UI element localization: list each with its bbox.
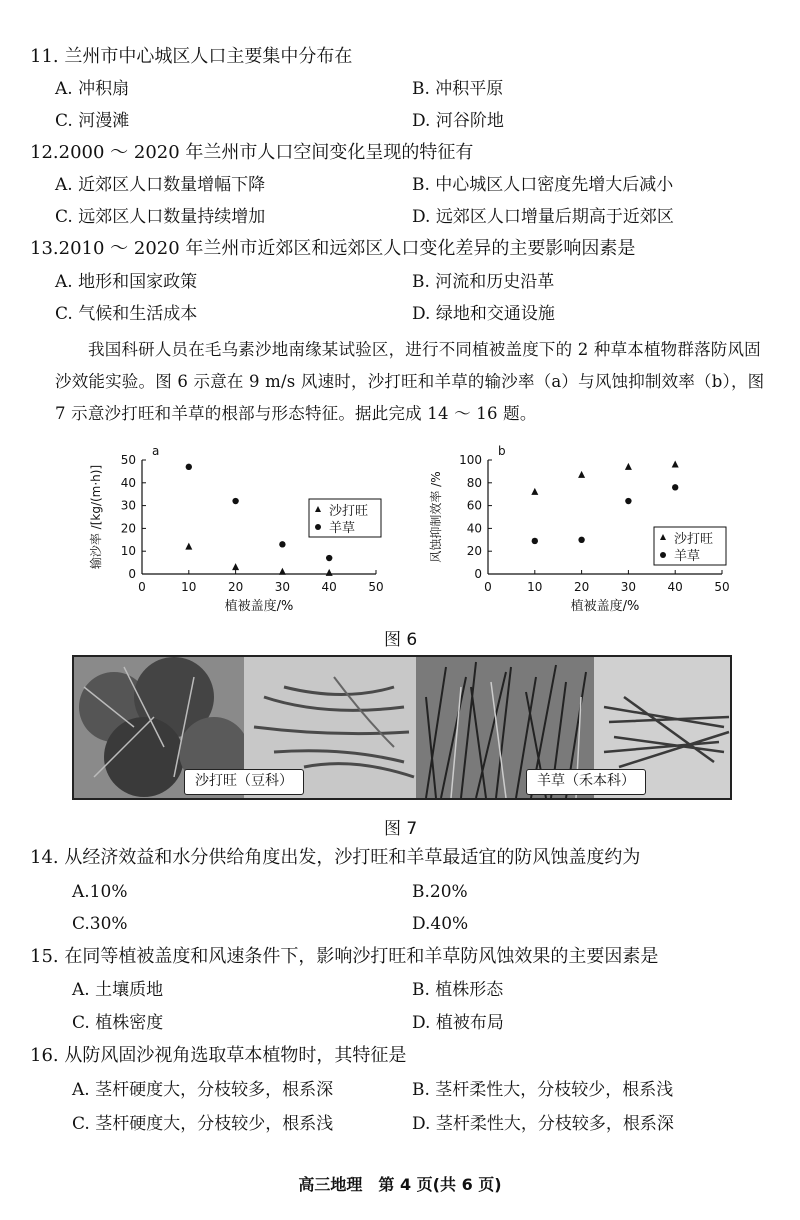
x-tick-label: 0: [138, 580, 146, 594]
question-13-stem: 13.2010 ～ 2020 年兰州市近郊区和远郊区人口变化差异的主要影响因素是: [30, 238, 636, 259]
q12-option-d: D. 远郊区人口增量后期高于近郊区: [412, 207, 674, 227]
figure-7-caption: 图 7: [384, 819, 418, 839]
page-footer: 高三地理 第 4 页(共 6 页): [298, 1175, 502, 1194]
y-axis-label: 输沙率 /[kg/(m·h)]: [89, 464, 103, 570]
sadawang-point: [531, 488, 538, 495]
q12-option-a: A. 近郊区人口数量增幅下降: [55, 175, 266, 195]
x-tick-label: 30: [620, 580, 637, 594]
legend-label-yangcao: 羊草: [329, 521, 356, 536]
sadawang-point: [326, 569, 333, 576]
y-tick-label: 60: [466, 498, 482, 513]
sadawang-point: [672, 461, 679, 468]
x-tick-label: 0: [484, 580, 492, 594]
q13-option-d: D. 绿地和交通设施: [412, 304, 555, 324]
legend-label-sadawang: 沙打旺: [674, 532, 714, 547]
q15-option-b: B. 植株形态: [412, 980, 504, 1000]
q14-option-c: C.30%: [72, 914, 128, 934]
q15-option-d: D. 植被布局: [412, 1013, 504, 1033]
q13-option-a: A. 地形和国家政策: [55, 272, 198, 292]
q16-option-b: B. 茎杆柔性大，分枝较少，根系浅: [412, 1080, 674, 1100]
q13-option-b: B. 河流和历史沿革: [412, 272, 555, 292]
q14-option-a: A.10%: [72, 882, 128, 902]
q11-option-a: A. 冲积扇: [55, 79, 130, 99]
q15-option-a: A. 土壤质地: [72, 980, 164, 1000]
q14-option-b: B.20%: [412, 882, 468, 902]
x-tick-label: 40: [321, 580, 337, 594]
figure-7-photo-strip: [72, 655, 732, 800]
y-tick-label: 0: [128, 567, 136, 581]
q12-option-b: B. 中心城区人口密度先增大后减小: [412, 175, 674, 195]
y-tick-label: 20: [120, 521, 136, 536]
fig7-label-sadawang: 沙打旺（豆科）: [184, 769, 304, 795]
yangcao-point: [625, 498, 631, 504]
yangcao-point: [279, 541, 285, 547]
sadawang-point: [279, 568, 286, 575]
x-tick-label: 50: [368, 580, 384, 594]
y-tick-label: 80: [466, 475, 482, 490]
yangcao-point: [326, 555, 332, 561]
x-tick-label: 40: [667, 580, 683, 594]
question-12-stem: 12.2000 ～ 2020 年兰州市人口空间变化呈现的特征有: [30, 142, 474, 163]
question-16-stem: 16. 从防风固沙视角选取草本植物时，其特征是: [30, 1045, 407, 1066]
x-tick-label: 20: [227, 580, 244, 594]
q16-option-a: A. 茎杆硬度大，分枝较多，根系深: [72, 1080, 334, 1100]
y-tick-label: 100: [459, 453, 482, 467]
legend-circle-icon: [660, 552, 666, 558]
figure-6-caption: 图 6: [384, 630, 418, 650]
y-tick-label: 0: [474, 567, 482, 581]
x-axis-label: 植被盖度/%: [224, 599, 294, 614]
sadawang-point: [185, 543, 192, 550]
question-11-stem: 11. 兰州市中心城区人口主要集中分布在: [30, 46, 353, 67]
x-axis-label: 植被盖度/%: [570, 599, 640, 614]
q15-option-c: C. 植株密度: [72, 1013, 164, 1033]
x-tick-label: 20: [573, 580, 590, 594]
y-tick-label: 40: [466, 521, 482, 536]
sadawang-point: [232, 563, 239, 570]
panel-label: a: [152, 444, 160, 458]
y-tick-label: 10: [120, 544, 136, 559]
yangcao-point: [578, 537, 584, 543]
y-tick-label: 40: [120, 475, 136, 490]
legend-label-yangcao: 羊草: [674, 549, 701, 564]
x-tick-label: 10: [181, 580, 197, 594]
q11-option-c: C. 河漫滩: [55, 111, 130, 131]
fig7-label-yangcao: 羊草（禾本科）: [526, 769, 646, 795]
q16-option-d: D. 茎杆柔性大，分枝较多，根系深: [412, 1114, 674, 1134]
x-tick-label: 50: [714, 580, 730, 594]
y-axis-label: 风蚀抑制效率 /%: [429, 471, 443, 563]
reading-passage: 我国科研人员在毛乌素沙地南缘某试验区，进行不同植被盖度下的 2 种草本植物群落防风固沙效能实验。图 6 示意在 9 m/s 风速时，沙打旺和羊草的输沙率（a）与风蚀抑制效率（b），图 7 示意沙打旺和羊草的根部与形态特征。据此完成 14 ～ 16 题。: [55, 340, 765, 423]
q11-option-b: B. 冲积平原: [412, 79, 504, 99]
q13-option-c: C. 气候和生活成本: [55, 304, 198, 324]
panel-label: b: [498, 444, 506, 458]
figure-6-charts: [0, 440, 800, 630]
yangcao-point: [186, 464, 192, 470]
yangcao-point: [232, 498, 238, 504]
y-tick-label: 50: [120, 453, 136, 467]
question-15-stem: 15. 在同等植被盖度和风速条件下，影响沙打旺和羊草防风蚀效果的主要因素是: [30, 946, 659, 967]
q11-option-d: D. 河谷阶地: [412, 111, 504, 131]
x-tick-label: 30: [274, 580, 291, 594]
yangcao-point: [672, 484, 678, 490]
y-tick-label: 20: [466, 544, 482, 559]
y-tick-label: 30: [120, 498, 136, 513]
legend-label-sadawang: 沙打旺: [329, 504, 369, 519]
q16-option-c: C. 茎杆硬度大，分枝较少，根系浅: [72, 1114, 334, 1134]
q12-option-c: C. 远郊区人口数量持续增加: [55, 207, 266, 227]
yangcao-point: [532, 538, 538, 544]
q14-option-d: D.40%: [412, 914, 469, 934]
question-14-stem: 14. 从经济效益和水分供给角度出发，沙打旺和羊草最适宜的防风蚀盖度约为: [30, 847, 641, 868]
sadawang-point: [578, 471, 585, 478]
x-tick-label: 10: [527, 580, 543, 594]
chart-b: [428, 444, 730, 614]
legend-circle-icon: [315, 524, 321, 530]
sadawang-point: [625, 463, 632, 470]
chart-a: [88, 444, 384, 614]
